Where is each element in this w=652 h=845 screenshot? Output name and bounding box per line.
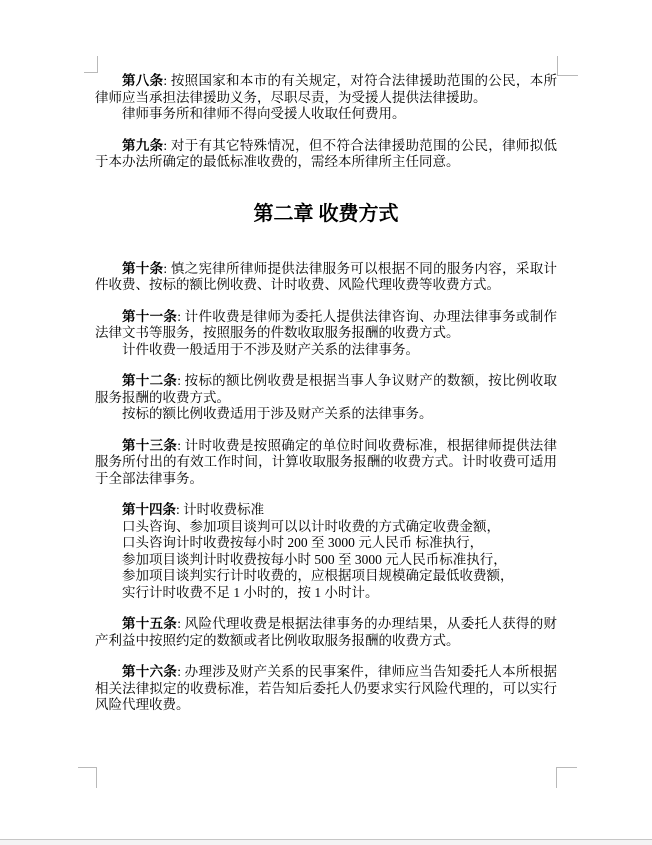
article-paragraph bbox=[95, 342, 557, 359]
article-number-label: 第八条 bbox=[122, 73, 164, 88]
chapter-heading: 第二章 收费方式 bbox=[253, 202, 399, 225]
article-paragraph bbox=[95, 406, 557, 423]
article-paragraph bbox=[95, 535, 557, 552]
paragraph-text: 实行计时收费不足 1 小时的，按 1 小时计。 bbox=[122, 584, 379, 600]
page-edge bbox=[0, 839, 652, 845]
article-paragraph bbox=[95, 552, 557, 569]
paragraph-text: 口头咨询计时收费按每小时 200 至 3000 元人民币 标准执行， bbox=[122, 535, 484, 550]
article-paragraph bbox=[95, 261, 557, 294]
article-number-label: 第十四条 bbox=[122, 502, 176, 517]
article-paragraph bbox=[95, 438, 557, 488]
paragraph-text: 计件收费一般适用于不涉及财产关系的法律事务。 bbox=[122, 341, 419, 357]
article-paragraph bbox=[95, 373, 557, 406]
paragraph-text: : 办理涉及财产关系的民事案件，律师应当告知委托人本所根据相关法律拟定的收费标准，若告知后委托人仍要求实行风险代理的，可以实行风险代理收费。 bbox=[95, 664, 558, 712]
article-number-label: 第十三条 bbox=[122, 437, 178, 453]
paragraph-text: : 计时收费是按照确定的单位时间收费标准，根据律师提供法律服务所付出的有效工作时间，计算收取服务报酬的收费方式。计时收费可适用于全部法律事务。 bbox=[95, 437, 558, 486]
article-paragraph bbox=[95, 502, 557, 519]
article-number-label: 第十五条 bbox=[122, 616, 178, 631]
article-paragraph bbox=[95, 519, 557, 536]
article-paragraph bbox=[95, 106, 557, 123]
text-area bbox=[95, 73, 557, 714]
paragraph-text: 律师事务所和律师不得向受援人收取任何费用。 bbox=[122, 106, 406, 121]
paragraph-text: : 计时收费标准 bbox=[176, 502, 265, 517]
article-paragraph bbox=[95, 138, 557, 171]
article-paragraph bbox=[95, 664, 557, 714]
article-number-label: 第十一条 bbox=[122, 308, 178, 324]
paragraph-text: 参加项目谈判计时收费按每小时 500 至 3000 元人民币标准执行， bbox=[122, 551, 507, 567]
paragraph-text: : 对于有其它特殊情况，但不符合法律援助范围的公民，律师拟低于本办法所确定的最低标准收费的，需经本所律所主任同意。 bbox=[95, 137, 558, 169]
paragraph-text: : 按照国家和本市的有关规定，对符合法律援助范围的公民，本所律师应当承担法律援助义务，尽职尽责，为受援人提供法律援助。 bbox=[95, 73, 558, 105]
text-boundary-mark-top-left bbox=[84, 56, 98, 73]
text-boundary-mark-bottom-left bbox=[78, 767, 97, 788]
text-boundary-mark-bottom-right bbox=[556, 767, 577, 788]
article-paragraph bbox=[95, 73, 557, 106]
article-paragraph bbox=[95, 616, 557, 649]
paragraph-text: 口头咨询、参加项目谈判可以以计时收费的方式确定收费金额， bbox=[122, 518, 500, 534]
article-number-label: 第十六条 bbox=[122, 664, 178, 679]
article-number-label: 第十二条 bbox=[122, 373, 178, 388]
article-paragraph bbox=[95, 585, 557, 602]
paragraph-text: : 计件收费是律师为委托人提供法律咨询、办理法律事务或制作法律文书等服务，按照服务的件数收取服务报酬的收费方式。 bbox=[95, 308, 558, 340]
paragraph-text: 参加项目谈判实行计时收费的，应根据项目规模确定最低收费额， bbox=[122, 568, 514, 583]
article-paragraph bbox=[95, 568, 557, 585]
paragraph-text: : 慎之宪律所律师提供法律服务可以根据不同的服务内容，采取计件收费、按标的额比例收费、计时收费、风险代理收费等收费方式。 bbox=[95, 260, 558, 292]
paragraph-text: : 风险代理收费是根据法律事务的办理结果，从委托人获得的财产利益中按照约定的数额或者比例收取服务报酬的收费方式。 bbox=[95, 616, 558, 648]
article-number-label: 第十条 bbox=[122, 260, 164, 276]
paragraph-text: 按标的额比例收费适用于涉及财产关系的法律事务。 bbox=[122, 406, 433, 421]
article-paragraph bbox=[95, 309, 557, 342]
article-number-label: 第九条 bbox=[122, 137, 164, 153]
paragraph-text: : 按标的额比例收费是根据当事人争议财产的数额，按比例收取服务报酬的收费方式。 bbox=[95, 373, 558, 405]
text-boundary-mark-top-right bbox=[557, 56, 578, 76]
